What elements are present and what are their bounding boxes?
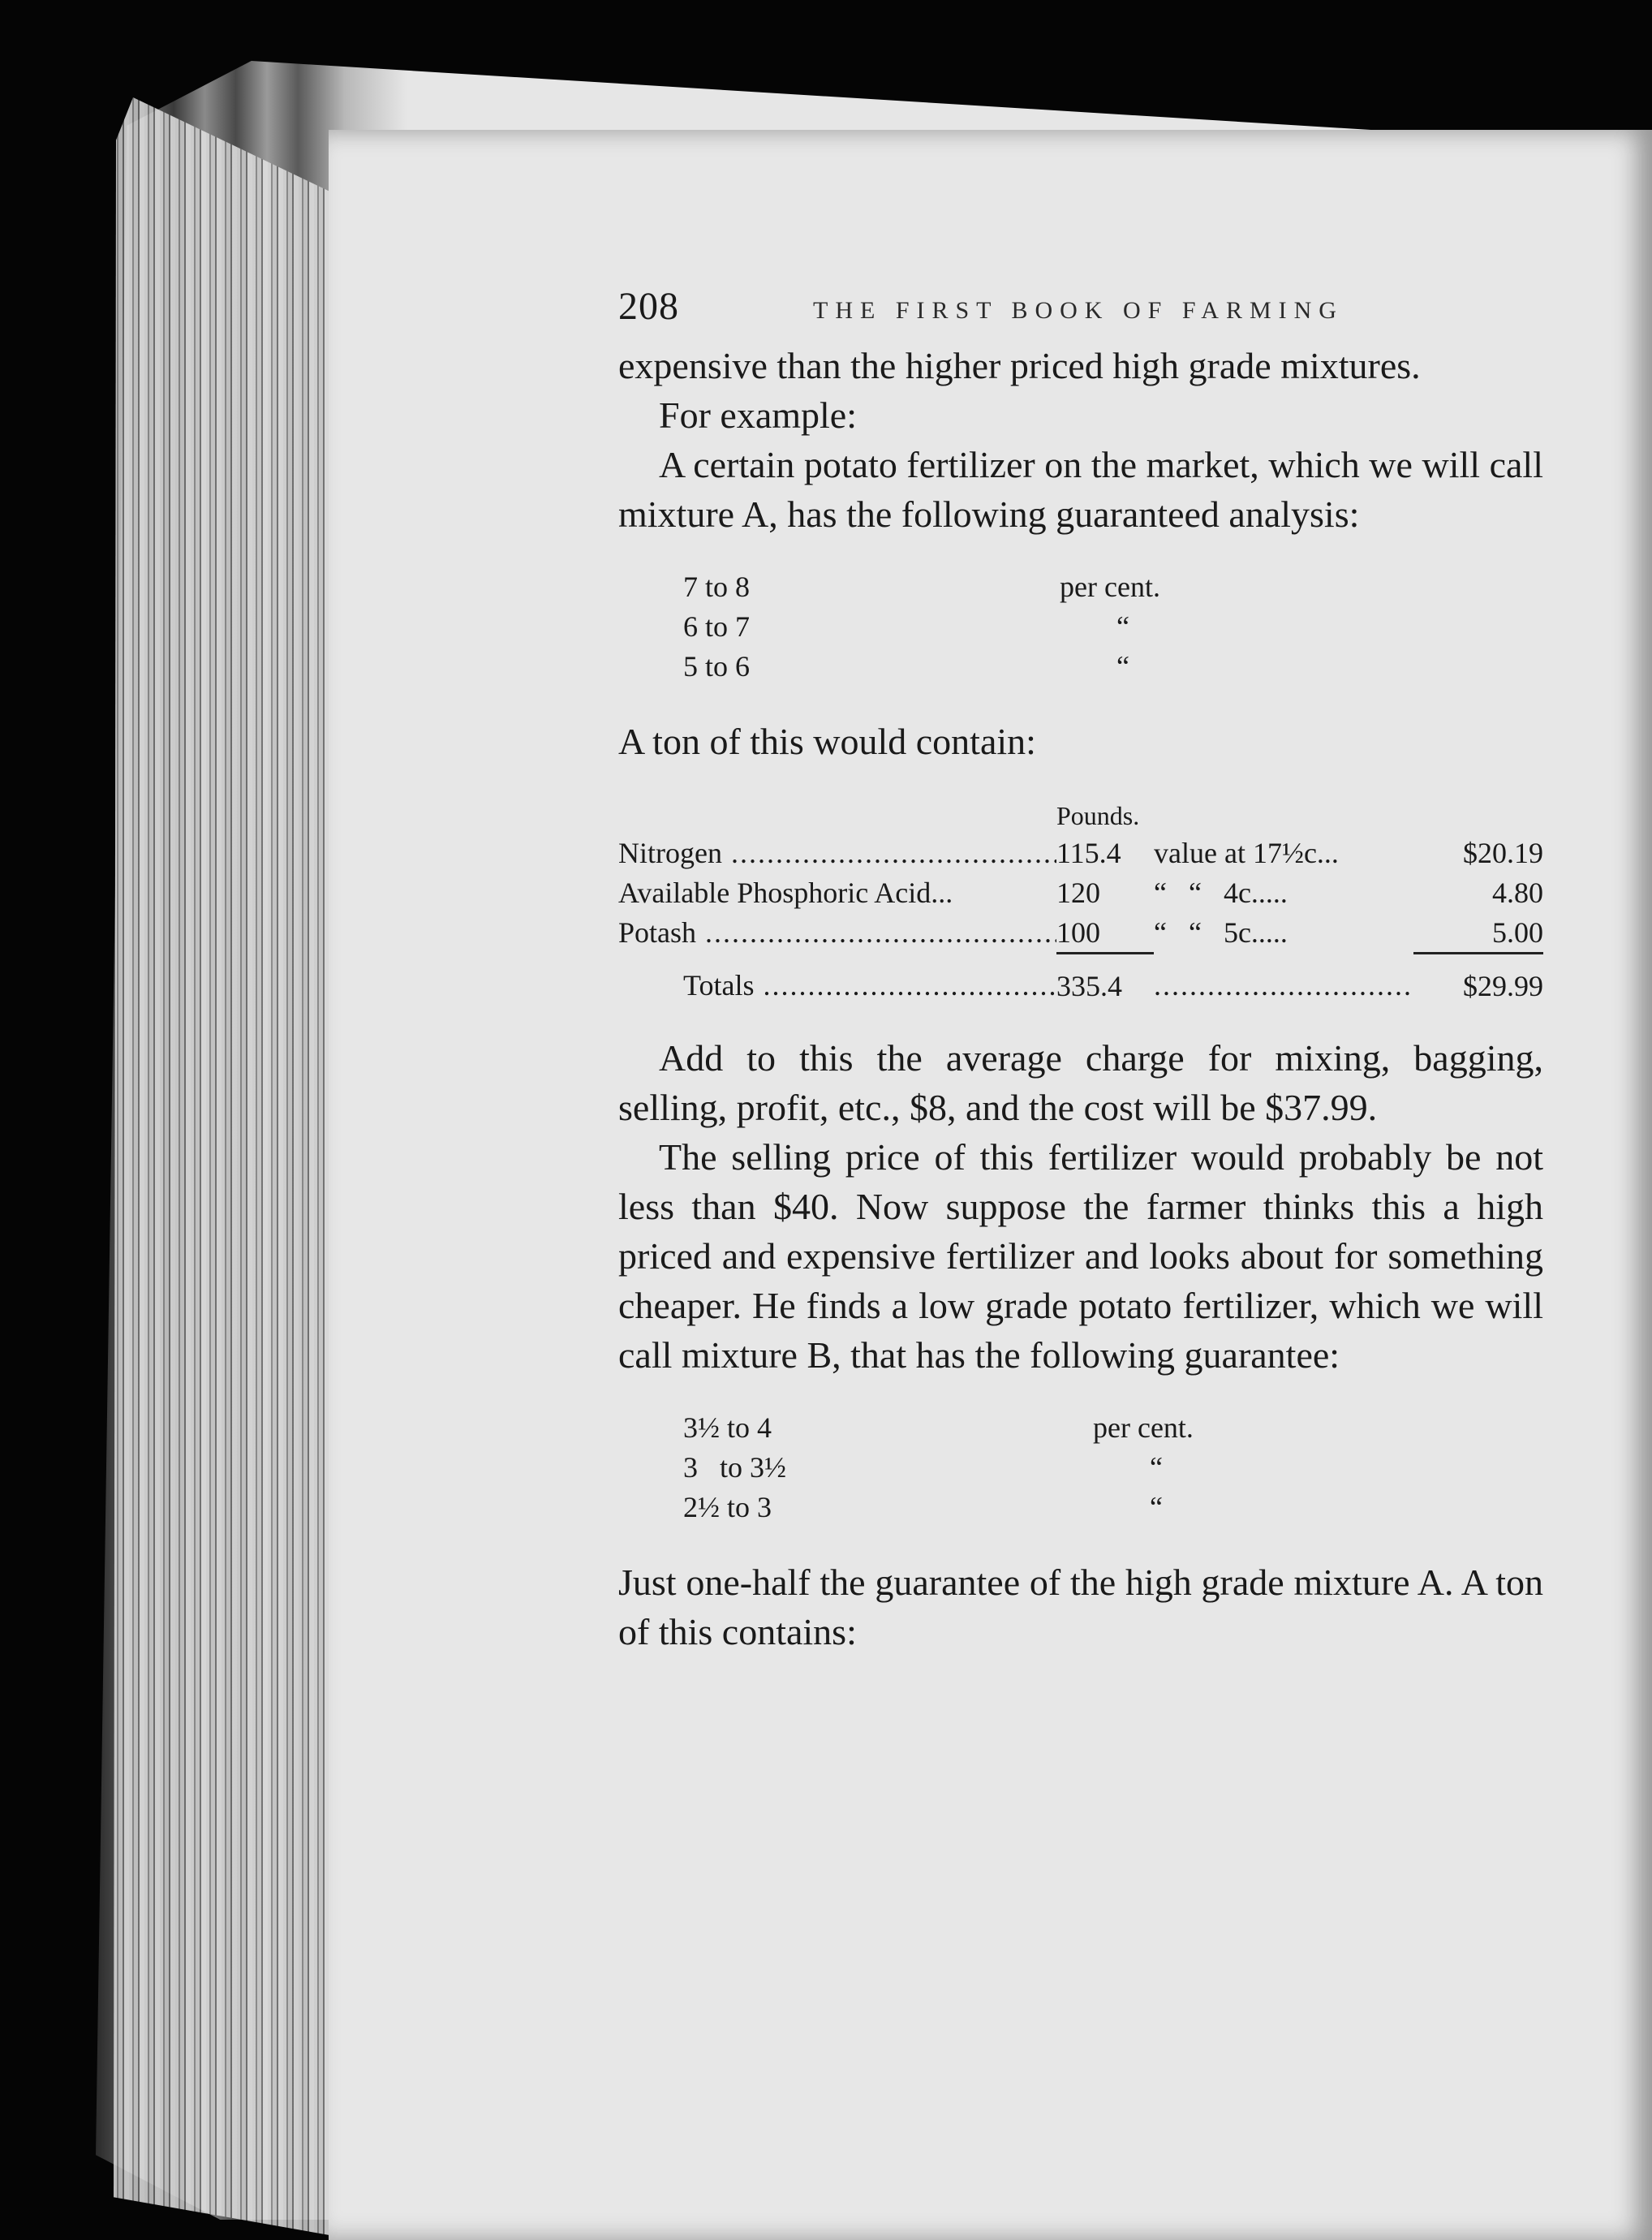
- label-text: Nitrogen: [618, 836, 722, 869]
- table-row: [683, 646, 1503, 686]
- mixture-a-table: [683, 566, 1503, 686]
- table-row: [683, 566, 1503, 606]
- running-head: [618, 284, 1543, 341]
- page-number: 208: [618, 285, 679, 328]
- mixture-b-table: [683, 1407, 1503, 1527]
- row-pounds: 100: [1056, 915, 1100, 949]
- row-unit: per cent.: [1060, 570, 1160, 603]
- row-unit: “: [1150, 1490, 1163, 1523]
- label-text: Potash: [618, 916, 697, 950]
- paragraph-5: Add to this the average charge for mixing, bagging, selling, profit, etc., $8, and the cost will be $37.99.: [618, 1037, 1543, 1128]
- row-value: 5 to 6: [683, 649, 751, 683]
- totals-leader: [1154, 954, 1413, 1006]
- totals-amount: $29.99: [1413, 954, 1543, 1006]
- page-content: [618, 284, 1543, 1656]
- paragraph-4: A ton of this would contain:: [618, 721, 1036, 762]
- paragraph-3: A certain potato fertilizer on the market, which we will call mixture A, has the following guaranteed analysis:: [618, 444, 1543, 535]
- table-row: [618, 872, 1543, 912]
- table-row: [683, 1407, 1503, 1447]
- row-pounds: 115.4: [1056, 836, 1121, 869]
- totals-row: [618, 954, 1543, 1006]
- row-value: 2½ to 3: [683, 1490, 772, 1523]
- row-unit: “: [1116, 649, 1130, 683]
- row-amount: 5.00: [1492, 915, 1543, 949]
- table-header-row: [618, 799, 1543, 833]
- paragraph-6: The selling price of this fertilizer would probably be not less than $40. Now suppose the farmer thinks this a high priced and expensive fertilizer and looks about for something cheaper. He finds a low grade potato fertilizer, which we will call mixture B, that has the following guarantee:: [618, 1136, 1543, 1376]
- row-amount: $20.19: [1463, 836, 1543, 869]
- running-title: THE FIRST BOOK OF FARMING: [813, 297, 1344, 324]
- table-row: [683, 606, 1503, 646]
- label-text: Totals: [683, 968, 755, 1002]
- row-label: [618, 912, 1056, 954]
- table-row: [618, 912, 1543, 954]
- totals-pounds: 335.4: [1056, 954, 1154, 1006]
- row-unit: “: [1116, 610, 1130, 643]
- row-unit: per cent.: [1093, 1411, 1194, 1444]
- row-value: 7 to 8: [683, 570, 751, 603]
- row-rate: “ “ 4c.....: [1154, 876, 1288, 909]
- row-value: 3½ to 4: [683, 1411, 772, 1444]
- page-edges: [114, 97, 357, 2240]
- row-label: [618, 833, 1056, 872]
- totals-label: [618, 954, 1056, 1006]
- row-value: 6 to 7: [683, 610, 751, 643]
- row-rate: “ “ 5c.....: [1154, 916, 1288, 950]
- pounds-header: Pounds.: [1056, 800, 1140, 830]
- row-rate: value at 17½c...: [1154, 836, 1339, 869]
- row-unit: “: [1150, 1450, 1163, 1484]
- ton-value-table: [618, 799, 1543, 1006]
- table-row: [683, 1487, 1503, 1527]
- row-amount: 4.80: [1492, 876, 1543, 909]
- row-label: Available Phosphoric Acid...: [618, 876, 953, 909]
- row-pounds: 120: [1056, 876, 1100, 909]
- table-row: [683, 1447, 1503, 1487]
- table-row: [618, 833, 1543, 872]
- row-value: 3 to 3½: [683, 1450, 787, 1484]
- paragraph-2: For example:: [659, 394, 857, 436]
- paragraph-7: Just one-half the guarantee of the high grade mixture A. A ton of this contains:: [618, 1562, 1543, 1652]
- paragraph-1: expensive than the higher priced high grade mixtures.: [618, 345, 1421, 386]
